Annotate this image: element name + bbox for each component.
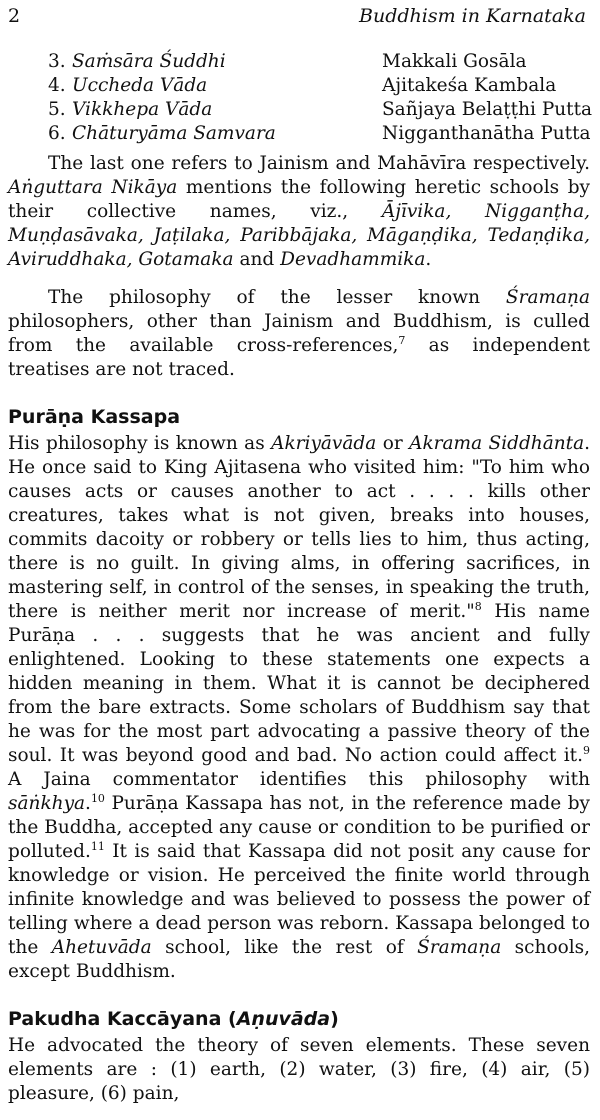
footnote-ref: 10 <box>90 792 105 805</box>
list-item-name: Sañjaya Belaṭṭhi Putta <box>382 99 593 120</box>
page-number: 2 <box>8 5 21 27</box>
list-item-name: Ajitakeśa Kambala <box>382 75 557 96</box>
list-item <box>48 50 588 74</box>
section-heading-purana-kassapa: Purāṇa Kassapa <box>8 406 181 428</box>
footnote-ref: 8 <box>474 600 482 613</box>
list-item-term: Chāturyāma Samvara <box>72 123 276 144</box>
list-item <box>48 122 591 146</box>
paragraph-purana-kassapa: His philosophy is known as Akriyāvāda or Akrama Siddhānta. He once said to King Ajitasena who visited him: "To him who causes acts or causes another to act . . . . kills other creatures, takes what is not given, breaks into houses, commits dacoity or robbery or tells lies to him, thus acting, there is no guilt. In giving alms, in offering sacrifices, in mastering self, in control of the senses, in speaking the truth, there is neither merit nor increase of merit."$^8$ His name Purāṇa . . . suggests that he was ancient and fully enlightened. Looking to these statements one expects a hidden meaning in them. What it is cannot be deciphered from the bare extracts. Some scholars of Buddhism say that he was for the most part advocating a passive theory of the soul. It was beyond good and bad. No action could affect it.$^9$ A Jaina commentator identifies this philosophy with sāṅkhya.$^{10}$ Purāṇa Kassapa has not, in the reference made by the Buddha, accepted any cause or condition to be purified or polluted.$^{11}$ It is said that Kassapa did not posit any cause for knowledge or vision. He perceived the finite world through infinite knowledge and was believed to possess the power of telling where a dead person was reborn. Kassapa belonged to the Ahetuvāda school, like the rest of Śramaṇa schools, except Buddhism. <box>8 433 591 982</box>
list-item-term: Vikkhepa Vāda <box>72 99 213 120</box>
body-text <box>8 152 590 1120</box>
schools-list <box>48 50 593 146</box>
paragraph-heretic-schools: The last one refers to Jainism and Mahāvīra respectively. Aṅguttara Nikāya mentions the following heretic schools by their collective names, viz., Ājīvika, Nigganṭha, Muṇḍasāvaka, Jaṭilaka, Paribbājaka, Māgaṇḍika, Tedaṇḍika, Aviruddhaka, Gotamaka and Devadhammika. <box>8 153 591 270</box>
paragraph-sramana: The philosophy of the lesser known Śramaṇa philosophers, other than Jainism and Buddhism, is culled from the available cross-references,$^7$ as independent treatises are not traced. <box>8 287 590 380</box>
footnote-ref: 7 <box>398 334 406 347</box>
paragraph-seven-elements: He advocated the theory of seven elements. These seven elements are : (1) earth, (2) water, (3) fire, (4) air, (5) pleasure, (6) pain, <box>8 1035 590 1104</box>
page-header <box>8 2 586 30</box>
list-item-name: Nigganthanātha Putta <box>382 123 591 144</box>
list-item-term: Saṁsāra Śuddhi <box>72 51 226 72</box>
list-item <box>48 98 593 122</box>
footnote-ref: 9 <box>583 744 590 757</box>
list-item-number: 4. <box>48 75 66 96</box>
list-item-number: 5. <box>48 99 66 120</box>
list-item-number: 3. <box>48 51 66 72</box>
list-item <box>48 74 588 98</box>
footnote-ref: 11 <box>90 840 105 853</box>
section-heading-pakudha-kaccayana: Pakudha Kaccāyana (Aṇuvāda) <box>8 1008 339 1030</box>
list-item-number: 6. <box>48 123 66 144</box>
list-item-term: Uccheda Vāda <box>72 75 208 96</box>
running-title: Buddhism in Karnataka <box>359 5 586 27</box>
list-item-name: Makkali Gosāla <box>382 51 527 72</box>
